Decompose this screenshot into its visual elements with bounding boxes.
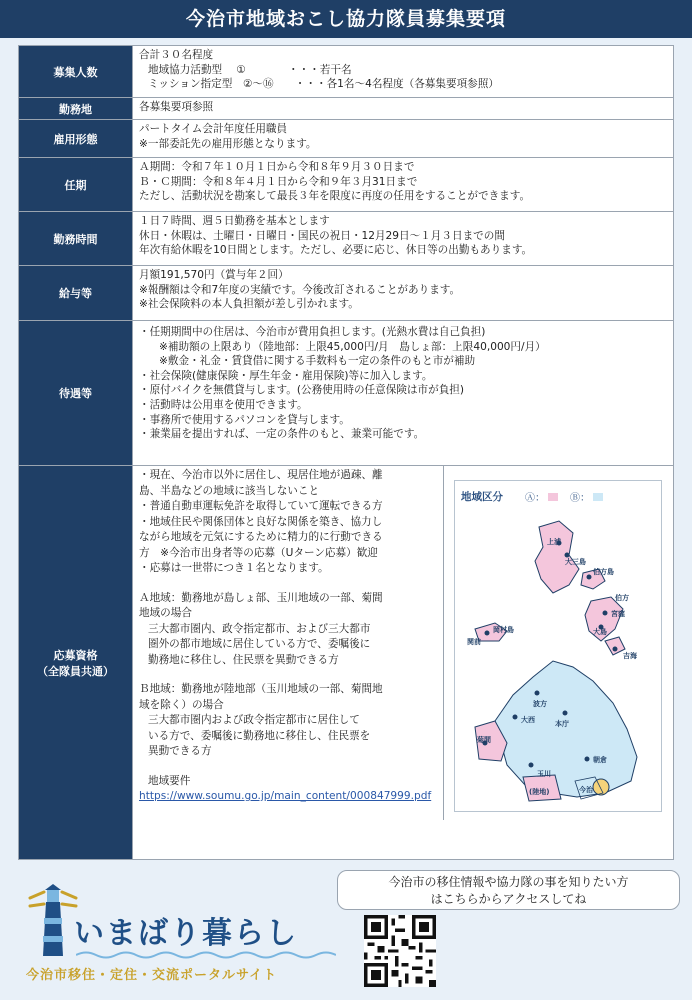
benefit-line: ・任期期間中の住居は、今治市が費用負担します。(光熱水費は自己負担) [139, 326, 486, 338]
benefit-line: ・兼業届を提出すれば、一定の条件のもと、兼業可能です。 [139, 428, 425, 441]
map-label: 本庁 [555, 720, 569, 728]
map-label: 関前 [467, 638, 481, 646]
imabari-kurashi-logo[interactable] [20, 878, 340, 988]
area-b-line: 異動できる方 [148, 745, 212, 757]
label-recruit-count: 募集人数 [19, 46, 133, 98]
qualification-subtitle: （全隊員共通） [37, 664, 114, 678]
legend-a-label: Ⓐ： [525, 493, 545, 504]
map-label: (陸地) [529, 788, 550, 796]
qual-line: 方 ※今治市出身者等の応募（Uターン応募）歓迎 [139, 546, 378, 559]
label-salary: 給与等 [19, 266, 133, 321]
qual-line: ・現在、今治市以外に居住し、現居住地が過疎、離 [139, 469, 383, 481]
map-label: 伯方島 [593, 568, 614, 576]
qr-code-icon [364, 915, 436, 987]
value-location [133, 98, 674, 120]
qual-line: ・普通自動車運転免許を取得していて運転できる方 [139, 500, 383, 512]
area-a-line: 三大都市圏内、政令指定都市、および三大都市 [148, 622, 371, 635]
area-b-line: Ｂ地域：勤務地が陸地部（玉川地域の一部、菊間地 [139, 683, 383, 695]
benefit-line: ・事務所で使用するパソコンを貸与します。 [139, 413, 350, 426]
label-term: 任期 [19, 158, 133, 212]
wave-decoration [76, 950, 336, 960]
area-requirement-link[interactable]: https://www.soumu.go.jp/main_content/000847999.pdf [139, 790, 432, 802]
qual-line: ・応募は一世帯につき１名となります。 [139, 562, 329, 574]
qualification-text [133, 466, 443, 820]
benefit-line: ・活動時は公用車を使用できます。 [139, 398, 308, 411]
area-map-panel [443, 466, 673, 820]
map-label: 大三島 [565, 558, 586, 566]
value-recruit-count [133, 46, 674, 98]
imabari-map-graphic [455, 481, 661, 811]
area-requirement-label: 地域要件 [148, 774, 191, 787]
hours-line: 休日・休暇は、土曜日・日曜日・国民の祝日・12月29日～１月３日までの間 [139, 229, 505, 242]
qual-line: 島、半島などの地域に該当しないこと [139, 484, 320, 497]
bubble-line: はこちらからアクセスしてね [430, 892, 587, 906]
area-b-line: いる方で、委嘱後に勤務地に移住し、住民票を [148, 729, 371, 742]
location-text: 各募集要項参照 [139, 101, 214, 113]
map-label: 菊間 [477, 736, 491, 744]
map-title: 地域区分 [461, 491, 503, 503]
employment-line: パートタイム会計年度任用職員 [139, 123, 288, 135]
map-label: 玉川 [537, 770, 551, 778]
term-line: Ｂ・Ｃ期間：令和８年４月１日から令和９年３月31日まで [139, 175, 418, 188]
salary-line: ※社会保険料の本人負担額が差し引かれます。 [139, 298, 359, 311]
value-hours [133, 212, 674, 266]
page-title: 今治市地域おこし協力隊員募集要項 [0, 0, 692, 38]
qual-line: ながら地域を元気にするために精力的に行動できる [139, 531, 383, 543]
recruit-type-1: 地域協力活動型 ① ・・・若干名 [148, 63, 352, 76]
benefit-note: ※敷金・礼金・賃貸借に関する手数料も一定の条件のもと市が補助 [159, 355, 476, 368]
map-label: 上浦 [547, 538, 561, 546]
bubble-line: 今治市の移住情報や協力隊の事を知りたい方 [388, 875, 629, 889]
label-location: 勤務地 [19, 98, 133, 120]
map-label: 伯方 [615, 594, 629, 602]
map-label: 宮窪 [611, 610, 625, 618]
label-employment: 雇用形態 [19, 120, 133, 158]
recruit-total: 合計３０名程度 [139, 49, 214, 61]
map-label: 大西 [521, 716, 535, 724]
benefit-line: ・社会保険(健康保険・厚生年金・雇用保険)等に加入します。 [139, 369, 433, 382]
area-b-line: 三大都市圏内および政令指定都市に居住して [148, 714, 360, 726]
recruitment-table [18, 45, 674, 860]
recruit-type-2: ミッション指定型 ②～⑯ ・・・各1名～4名程度（各募集要項参照） [148, 78, 499, 91]
logo-subtitle: 今治市移住・定住・交流ポータルサイト [26, 968, 278, 983]
label-qualification [19, 466, 133, 860]
logo-text: いまばり暮らし [74, 916, 298, 951]
area-a-line: Ａ地域：勤務地が島しょ部、玉川地域の一部、菊間 [139, 591, 383, 604]
map-label: 朝倉 [593, 756, 607, 764]
area-a-line: 勤務地に移住し、住民票を異動できる方 [148, 653, 339, 666]
label-benefits: 待遇等 [19, 321, 133, 466]
benefit-line: ・原付バイクを無償貸与します。(公務使用時の任意保険は市が負担) [139, 384, 465, 397]
benefit-note: ※補助額の上限あり（陸地部：上限45,000円/月 島しょ部：上限40,000円/月） [159, 340, 546, 353]
hours-line: １日７時間、週５日勤務を基本とします [139, 215, 330, 227]
salary-line: ※報酬額は令和7年度の実績です。今後改訂されることがあります。 [139, 283, 461, 296]
legend-b-label: Ⓑ： [570, 493, 590, 504]
term-line: Ａ期間：令和７年１０月１日から令和８年９月３０日まで [139, 161, 415, 173]
salary-line: 月額191,570円（賞与年２回） [139, 269, 289, 281]
qual-line: ・地域住民や関係団体と良好な関係を築き、協力し [139, 515, 383, 528]
term-line: ただし、活動状況を勘案して最長３年を限度に再度の任用をすることができます。 [139, 190, 531, 203]
map-label: 岡村島 [493, 626, 514, 634]
value-qualification [133, 466, 674, 860]
area-a-line: 圏外の都市地域に居住している方で、委嘱後に [148, 638, 371, 650]
label-hours: 勤務時間 [19, 212, 133, 266]
map-label: 吉海 [623, 652, 637, 660]
qualification-title: 応募資格 [53, 648, 98, 662]
speech-bubble [337, 870, 680, 910]
value-salary [133, 266, 674, 321]
lighthouse-icon [28, 882, 78, 962]
qr-code[interactable] [364, 915, 436, 987]
area-b-line: 域を除く）の場合 [139, 698, 224, 711]
area-a-line: 地域の場合 [139, 607, 192, 619]
map-label: 今治 [579, 786, 593, 794]
hours-line: 年次有給休暇を10日間とします。ただし、必要に応じ、休日等の出勤もあります。 [139, 244, 533, 257]
value-term [133, 158, 674, 212]
value-employment [133, 120, 674, 158]
value-benefits [133, 321, 674, 466]
area-map [454, 480, 662, 812]
employment-line: ※一部委託先の雇用形態となります。 [139, 137, 317, 150]
map-label: 波方 [533, 700, 547, 708]
map-label: 大島 [593, 628, 607, 636]
